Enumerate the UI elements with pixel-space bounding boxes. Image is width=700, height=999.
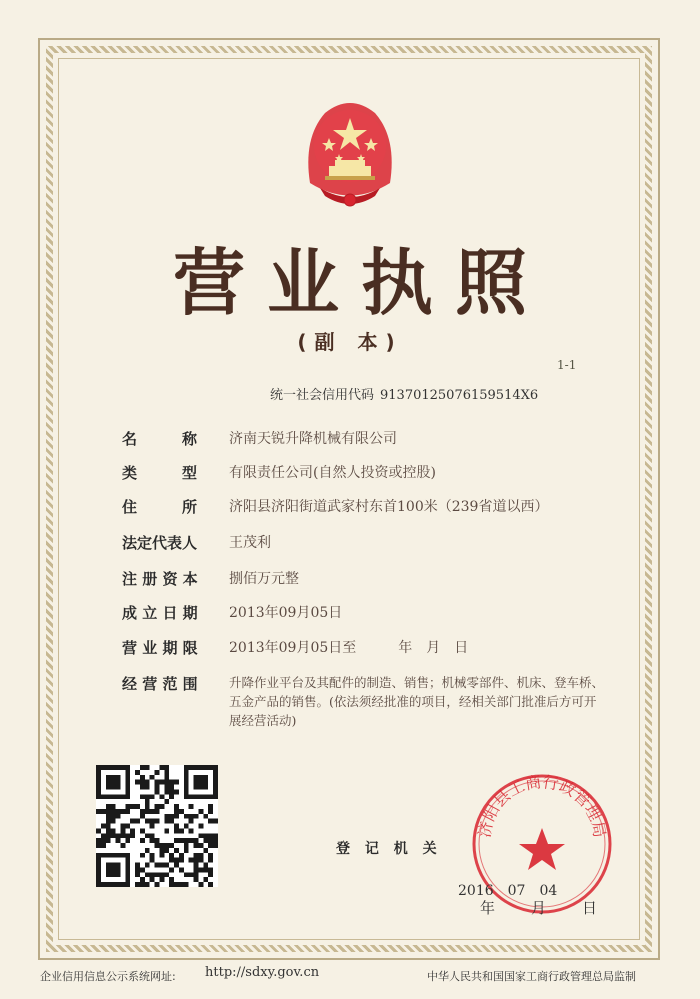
field-label: 法定代表人	[122, 534, 198, 552]
issue-date-units: 年 月 日	[480, 899, 600, 917]
credit-code-row	[270, 384, 538, 403]
credit-code-label: 统一社会信用代码	[270, 388, 375, 403]
seal-text: 济阳县工商行政管理局	[474, 772, 610, 839]
field-value: 捌佰万元整	[229, 571, 299, 587]
field-label: 营 业 期 限	[122, 639, 198, 657]
field-value: 升降作业平台及其配件的制造、销售；机械零部件、机床、登车桥、五金产品的销售。(依法须经批准的项目，经相关部门批准后方可开展经营活动)	[229, 675, 605, 728]
field-value: 济南天锐升降机械有限公司	[229, 431, 397, 447]
footer-url: http://sdxy.gov.cn	[205, 965, 320, 980]
copy-number: 1-1	[557, 358, 577, 372]
field-value: 有限责任公司(自然人投资或控股)	[229, 465, 436, 481]
issue-date-stamp: 2016 07 04	[458, 883, 558, 899]
national-emblem-icon	[295, 88, 405, 218]
field-label: 注 册 资 本	[122, 570, 198, 588]
field-label: 经 营 范 围	[122, 675, 198, 693]
credit-code-value: 91370125076159514X6	[380, 388, 539, 403]
footer-supervisor: 中华人民共和国国家工商行政管理总局监制	[427, 970, 636, 983]
field-label: 名 称	[122, 430, 198, 448]
document-subtitle: (副 本)	[297, 330, 403, 354]
qr-code-icon	[96, 765, 218, 887]
field-label: 成 立 日 期	[122, 604, 198, 622]
footer-system-label: 企业信用信息公示系统网址:	[40, 970, 176, 983]
field-value: 2013年09月05日	[229, 605, 343, 621]
registration-authority-label: 登 记 机 关	[336, 841, 442, 857]
field-value: 济阳县济阳街道武家村东首100米（239省道以西）	[229, 499, 549, 515]
document-title: 营业执照	[172, 241, 549, 325]
field-label: 类 型	[122, 464, 198, 482]
field-value: 2013年09月05日至 年 月 日	[229, 640, 469, 656]
field-label: 住 所	[122, 498, 198, 516]
field-value: 王茂利	[229, 535, 271, 551]
